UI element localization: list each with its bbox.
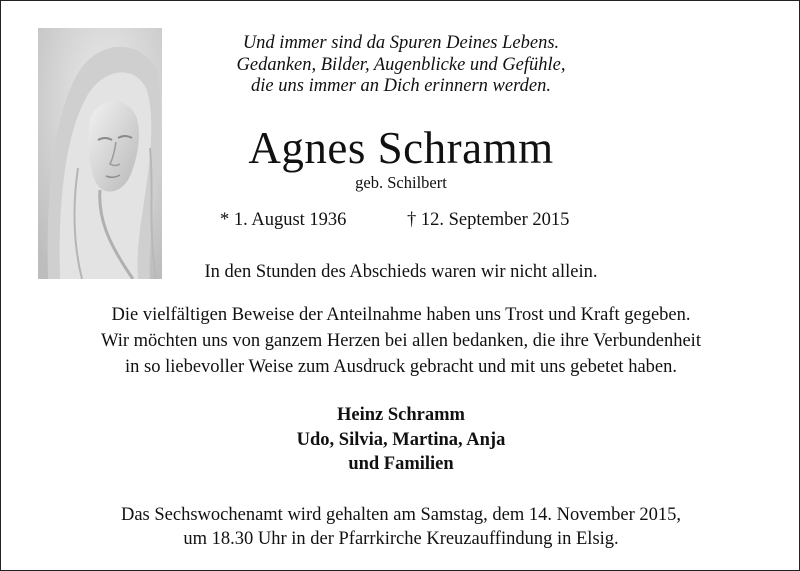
poem-line: Gedanken, Bilder, Augenblicke und Gefühle, — [236, 54, 566, 75]
family-signature — [1, 403, 800, 477]
thanks-line: Wir möchten uns von ganzem Herzen bei allen bedanken, die ihre Verbundenheit — [101, 331, 701, 351]
poem-line: die uns immer an Dich erinnern werden. — [251, 76, 551, 96]
thanks-line: in so liebevoller Weise zum Ausdruck gebracht und mit uns gebetet haben. — [124, 357, 677, 377]
notice-line: Das Sechswochenamt wird gehalten am Samstag, dem 14. November 2015, — [120, 505, 681, 525]
birth-date: * 1. August 1936 — [220, 210, 347, 230]
intro-text: In den Stunden des Abschieds waren wir nicht allein. — [204, 262, 598, 282]
deceased-name: Agnes Schramm — [248, 123, 554, 173]
family-line: und Familien — [348, 454, 454, 474]
madonna-portrait-image — [38, 28, 162, 279]
family-line: Heinz Schramm — [337, 405, 465, 425]
maiden-name: geb. Schilbert — [355, 173, 447, 192]
thanks-paragraph — [1, 302, 800, 380]
family-line: Udo, Silvia, Martina, Anja — [296, 429, 506, 450]
service-notice — [1, 503, 800, 551]
notice-line: um 18.30 Uhr in der Pfarrkirche Kreuzauffindung in Elsig. — [183, 529, 619, 549]
death-date: † 12. September 2015 — [407, 210, 570, 230]
poem-line: Und immer sind da Spuren Deines Lebens. — [242, 33, 560, 53]
memorial-poem — [161, 33, 641, 98]
thanks-line: Die vielfältigen Beweise der Anteilnahme haben uns Trost und Kraft gegeben. — [111, 305, 691, 325]
